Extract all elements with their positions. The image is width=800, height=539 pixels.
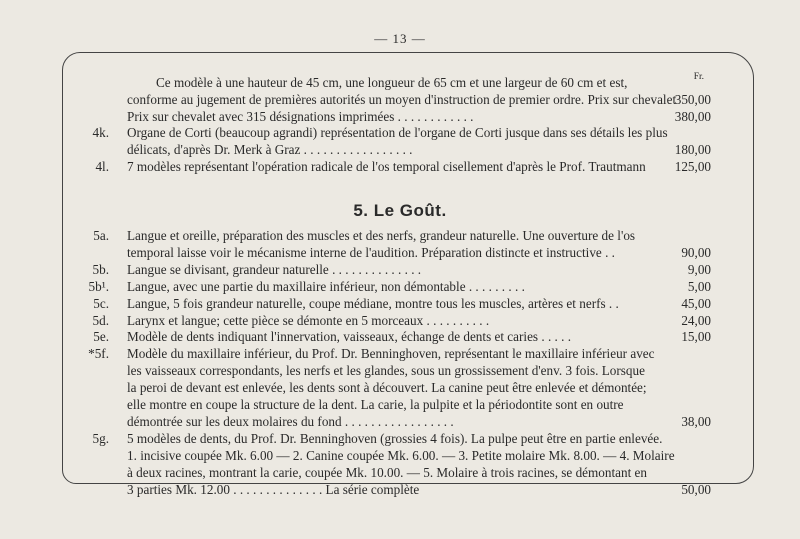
entry-text: Langue et oreille, préparation des muscles et des nerfs, grandeur naturelle. Une ouverture de l'os [127,228,636,243]
entry-code: 4l. [95,159,109,174]
entry-code: 5e. [93,329,109,345]
entry-price: 50,00 [681,481,711,497]
entry-price: 24,00 [681,312,711,328]
entry-text: les vaisseaux correspondants, les nerfs et les glandes, sous un grossissement d'env. 3 fois. Lorsque [127,363,645,379]
entry-text: à deux racines, montrant la carie, coupée Mk. 10.00. — 5. Molaire à trois racines, se démontant en [127,464,647,480]
entry-code: *5f. [88,346,109,362]
entry-price: 180,00 [674,142,711,158]
page-number: — 13 — [374,31,426,46]
entry-text: temporal laisse voir le mécanisme interne de l'audition. Préparation distincte et instructive . . [127,244,615,260]
entry-code: 5d. [92,312,109,328]
entry-text: Modèle de dents indiquant l'innervation, vaisseaux, échange de dents et caries . . . . . [127,329,572,345]
section-title: 5. Le Goût. [353,201,447,220]
entry-price: 5,00 [687,278,711,294]
entry-text: délicats, d'après Dr. Merk à Graz . . . . . . . . . . . . . . . . . [127,142,413,158]
entry-text: Langue, 5 fois grandeur naturelle, coupe médiane, montre tous les muscles, artères et nerfs . . [127,295,619,311]
entry-price: 15,00 [681,329,711,345]
entry-text: 3 parties Mk. 12.00 . . . . . . . . . . . . . . La série complète [127,481,420,497]
entry-price: 125,00 [674,159,711,174]
entry-code: 5c. [93,295,109,311]
entry-price: 45,00 [681,295,711,311]
entry-text: démontrée sur les deux molaires du fond . . . . . . . . . . . . . . . . . [127,413,454,429]
entry-code: 5g. [92,430,109,446]
entry-code: 5a. [93,228,109,243]
entry-text: Larynx et langue; cette pièce se démonte en 5 morceaux . . . . . . . . . . [127,312,490,328]
entry-text: conforme au jugement de premières autorités un moyen d'instruction de premier ordre. Prix sur chevalet [127,91,677,107]
entry-text: 5 modèles de dents, du Prof. Dr. Benninghoven (grossies 4 fois). La pulpe peut être en partie enlevée. [127,430,663,446]
entry-code: 4k. [92,125,109,141]
entry-text: Ce modèle à une hauteur de 45 cm, une longueur de 65 cm et une largeur de 60 cm et est, [156,75,628,90]
entry-text: Langue, avec une partie du maxillaire inférieur, non démontable . . . . . . . . . [127,278,525,294]
entry-price: 90,00 [681,244,711,260]
entry-text: 7 modèles représentant l'opération radicale de l'os temporal cisellement d'après le Prof. Trautmann [127,159,646,174]
entry-text: Prix sur chevalet avec 315 désignations imprimées . . . . . . . . . . . . [127,108,474,124]
entry-text: elle montre en coupe la structure de la dent. La carie, la pulpite et la périodontite sont en outre [127,397,624,412]
entry-text: Modèle du maxillaire inférieur, du Prof. Dr. Benninghoven, représentant le maxillaire inférieur avec [127,346,655,362]
entry-text: Organe de Corti (beaucoup agrandi) représentation de l'organe de Corti jusque dans ses détails les plus [127,125,668,141]
entry-price: 350,00 [674,91,711,107]
entry-text: la peroi de devant est enlevée, les dents sont à découvert. La canine peut être enlevée et démontée; [127,380,647,396]
entry-code: 5b¹. [88,278,109,294]
entry-text: Langue se divisant, grandeur naturelle . . . . . . . . . . . . . . [127,261,422,277]
entry-price: 38,00 [681,413,711,429]
entry-code: 5b. [92,261,109,277]
entry-price: 9,00 [687,261,711,277]
entry-price: 380,00 [674,108,711,124]
currency-label: Fr. [693,72,704,82]
entry-text: 1. incisive coupée Mk. 6.00 — 2. Canine coupée Mk. 6.00. — 3. Petite molaire Mk. 8.00. — 4. Molaire [127,447,675,463]
